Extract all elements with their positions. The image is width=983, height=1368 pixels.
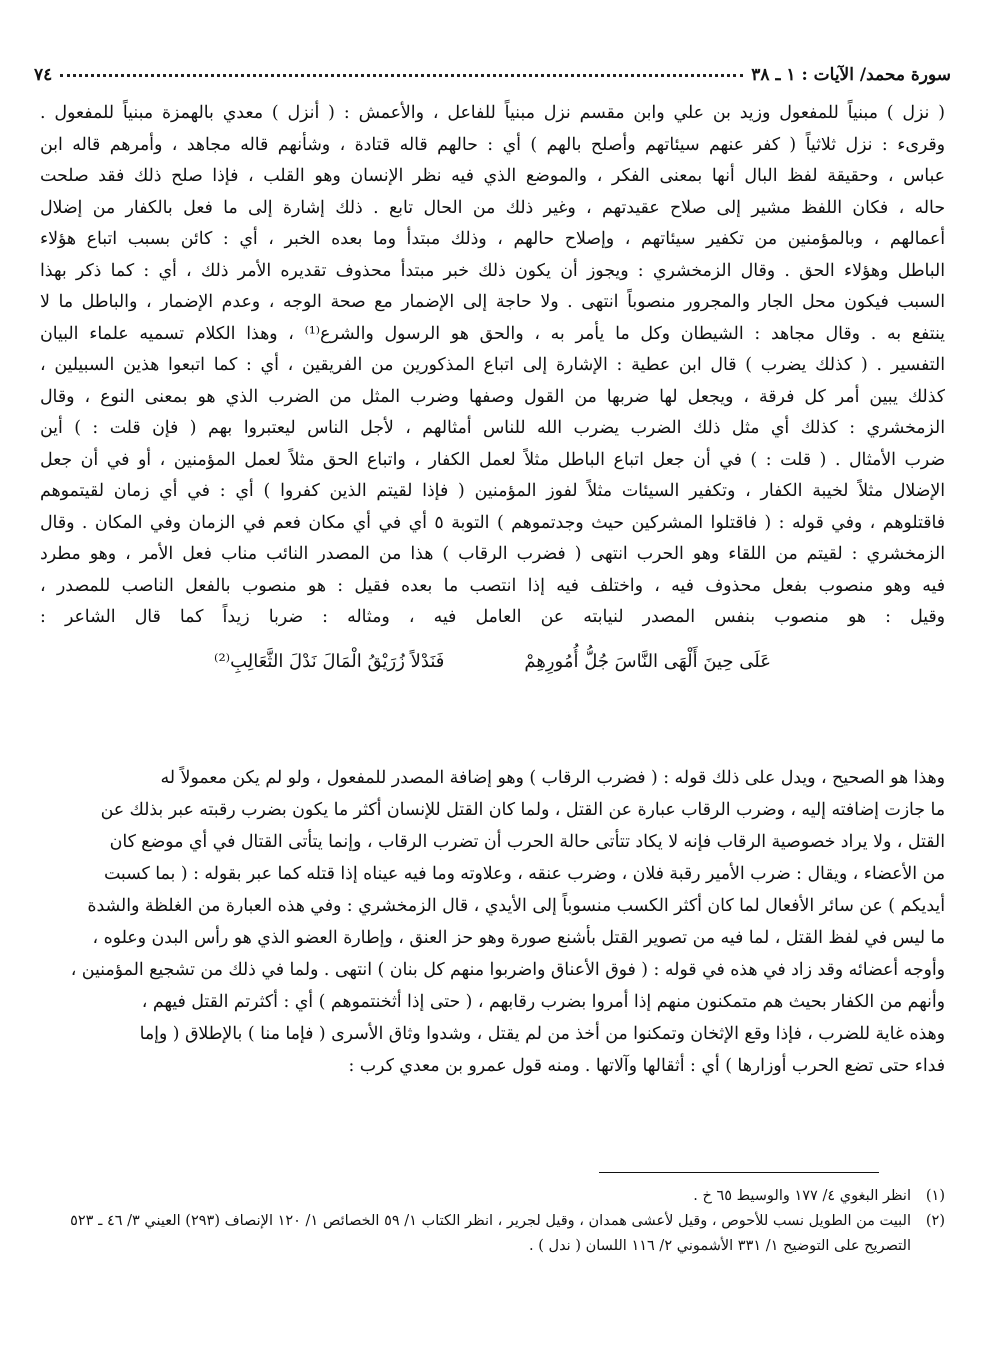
text-line: وهذه غاية للضرب ، فإذا وقع الإثخان وتمكنوا من أخذ من لم يقتل ، وشدوا وثاق الأسرى ( فإما منا ) بالإطلاق ( وإما (139, 1024, 945, 1044)
text-line: الإضلال مثلاً لخيبة الكفار ، وتكفير السيئات مثلاً لفوز المؤمنين ( فإذا لقيتم الذين كفروا ) أي : في أي زمان لقيتموهم (40, 481, 945, 501)
text-line: الباطل وهؤلاء الحق . وقال الزمخشري : ويجوز أن يكون ذلك خبر مبتدأ محذوف تقديره الأمر ذلك ، أي : كما ذكر بهذا (40, 260, 945, 281)
text-line: وهذا هو الصحيح ، ويدل على ذلك قوله : ( فضرب الرقاب ) وهو إضافة المصدر للمفعول ، ولو لم يكن معمولاً له (160, 768, 945, 788)
commentary-text (40, 98, 945, 692)
commentary-text-continued (40, 762, 945, 1082)
text-line: التفسير . ( كذلك يضرب ) قال ابن عطية : الإشارة إلى اتباع المذكورين من الفريقين ، أي : كما اتبعوا هذين السبيلين ، (40, 355, 945, 375)
text-line: وقرىء : نزل ثلاثياً ( كفر عنهم سيئاتهم وأصلح بالهم ) أي : حالهم قاله قتادة ، وشأنهم قاله مجاهد ، وأمرهم قاله ابن (40, 134, 945, 155)
footnotes (40, 1184, 945, 1259)
footnote-number: (٢) (925, 1213, 945, 1229)
text-line: ( نزل ) مبنياً للمفعول وزيد بن علي وابن مقسم نزل مبنياً للفاعل ، والأعمش : ( أنزل ) معدي بالهمزة مبنياً للمفعول . (40, 103, 945, 123)
text-line: ينتفع به . وقال مجاهد : الشيطان وكل ما يأمر به ، والحق هو الرسول والشرع⁽¹⁾ ، وهذا الكلام تسميه علماء البيان (40, 323, 945, 344)
footnote (40, 1184, 945, 1209)
text-line: الزمخشري : لقيتم من اللقاء وهو الحرب انتهى ( فضرب الرقاب ) هذا من المصدر النائب مناب فعل الأمر ، وهو مطرد (40, 544, 945, 564)
text-line: ضرب الأمثال . ( قلت : ) في أن جعل اتباع الباطل مثلاً لعمل الكفار ، واتباع الحق مثلاً لعمل المؤمنين ، أو في أن جعل (40, 449, 945, 470)
text-line: ما ليس في لفظ القتل ، لما فيه من تصوير القتل بأشنع صورة وهو حز العنق ، وإطارة العضو الذي هو رأس البدن وعلوه ، (92, 928, 945, 948)
page-number: ٧٤ (34, 65, 53, 85)
text-line: الزمخشري : كذلك أي مثل ذلك الضرب يضرب الله للناس أمثالهم ، لأجل الناس ليعتبروا بهم ( فإن قلت : ) أين (40, 418, 945, 438)
header-dot-leader (60, 74, 743, 77)
text-line: القتل ، ولا يراد خصوصية الرقاب فإنه لا يكاد تتأتى حالة الحرب أن تضرب الرقاب ، وإنما يتأتى القتال في أي موضع كان (109, 832, 945, 852)
footnote (40, 1209, 945, 1259)
text-line: عباس ، وحقيقة لفظ البال أنها بمعنى الفكر ، والموضع الذي فيه نظر الإنسان وهو القلب ، فإذا صلح ذلك فقد صلحت (40, 166, 945, 186)
text-line: فيه وهو منصوب بفعل محذوف فيه ، واختلف فيه إذا انتصب ما بعده فقيل : هو منصوب بالفعل الناصب للمصدر ، (40, 575, 945, 596)
text-line: وقيل : هو منصوب بنفس المصدر لنيابته عن العامل فيه ، ومثاله : ضربا زيداً كما قال الشاعر : (40, 607, 945, 627)
poetry-verse (40, 646, 945, 678)
paragraph-1 (40, 98, 945, 634)
text-line: فاقتلوهم ، وفي قوله : ( فاقتلوا المشركين حيث وجدتموهم ) التوبة ٥ أي في أي مكان فعم في الزمان وفي المكان . وقال (40, 512, 945, 533)
text-line: أعمالهم ، وبالمؤمنين من تكفير سيئاتهم ، وإصلاح حالهم ، وذلك مبتدأ وما بعده الخبر ، أي : كائن بسبب اتباع هؤلاء (40, 229, 945, 249)
text-line: ما جازت إضافته إليه ، وضرب الرقاب عبارة عن القتل ، ولما كان القتل للإنسان أكثر ما يكون بضرب رقبته عبر بذلك عن (100, 800, 945, 820)
footnote-text: انظر البغوي ٤/ ١٧٧ والوسيط ٦٥ خ . (693, 1188, 911, 1204)
running-header (20, 58, 961, 92)
text-line: كذلك يبين أمر كل فرقة ، ويجعل لها ضربها من القول وصفها وضرب المثل من الضرب الذي هو بمعنى النوع ، وقال (40, 386, 945, 407)
footnote-separator (599, 1172, 879, 1173)
verse-second-hemistich: فَنَدْلاً زُرَيْقُ الْمَالَ نَدْلَ الثَّعَالِبِ⁽²⁾ (214, 650, 445, 672)
running-title: سورة محمد/ الآيات : ١ ـ ٣٨ (751, 65, 951, 85)
text-line: أيديكم ) عن سائر الأفعال لما كان أكثر الكسب منسوباً إلى الأيدي ، قال الزمخشري : وفي هذه العبارة من الغلظة والشدة (87, 896, 945, 916)
text-line: السبب فيكون محل الجار والمجرور منصوباً انتهى . ولا حاجة إلى الإضمار مع صحة الوجه ، وعدم الإضمار ، والباطل ما لا (40, 292, 945, 312)
text-line: فداء حتى تضع الحرب أوزارها ) أي : أثقالها وآلاتها . ومنه قول عمرو بن معدي كرب : (348, 1056, 945, 1076)
text-line: وأنهم من الكفار بحيث هم متمكنون منهم إذا أمروا بضرب رقابهم ، ( حتى إذا أثخنتموهم ) أي : أكثرتم القتل فيهم ، (141, 992, 945, 1012)
footnote-text: البيت من الطويل نسب للأحوص ، وقيل لأعشى همدان ، وقيل لجرير ، انظر الكتاب ١/ ٥٩ الخصائص ١/ ١٢٠ الإنصاف (٢٩٣) العيني ٣/ ٤٦ ـ ٥٢٣ التصريح على التوضيح ١/ ٣٣١ الأشموني ٢/ ١١٦ اللسان ( ندل ) . (70, 1213, 911, 1254)
text-line: من الأعضاء ، ويقال : ضرب الأمير رقبة فلان ، وضرب عنقه ، وعلاوته وما فيه عيناه إذا قتله كما عبر بقوله : ( بما كسبت (103, 864, 945, 884)
footnote-number: (١) (925, 1188, 945, 1204)
text-line: وأوجه أعضائه وقد زاد في هذه في قوله : ( فوق الأعناق واضربوا منهم كل بنان ) انتهى . ولما في ذلك من تشجيع المؤمنين ، (70, 960, 945, 980)
verse-first-hemistich: عَلَى حِينَ أَلْهَى النَّاسَ جُلُّ أُمُورِهِمْ (524, 650, 771, 672)
text-line: حاله ، فكان اللفظ مشير إلى صلاح عقيدتهم ، وغير ذلك من الحال تابع . ذلك إشارة إلى ما فعل بالكفار من إضلال (40, 197, 945, 218)
paragraph-2 (40, 762, 945, 1082)
